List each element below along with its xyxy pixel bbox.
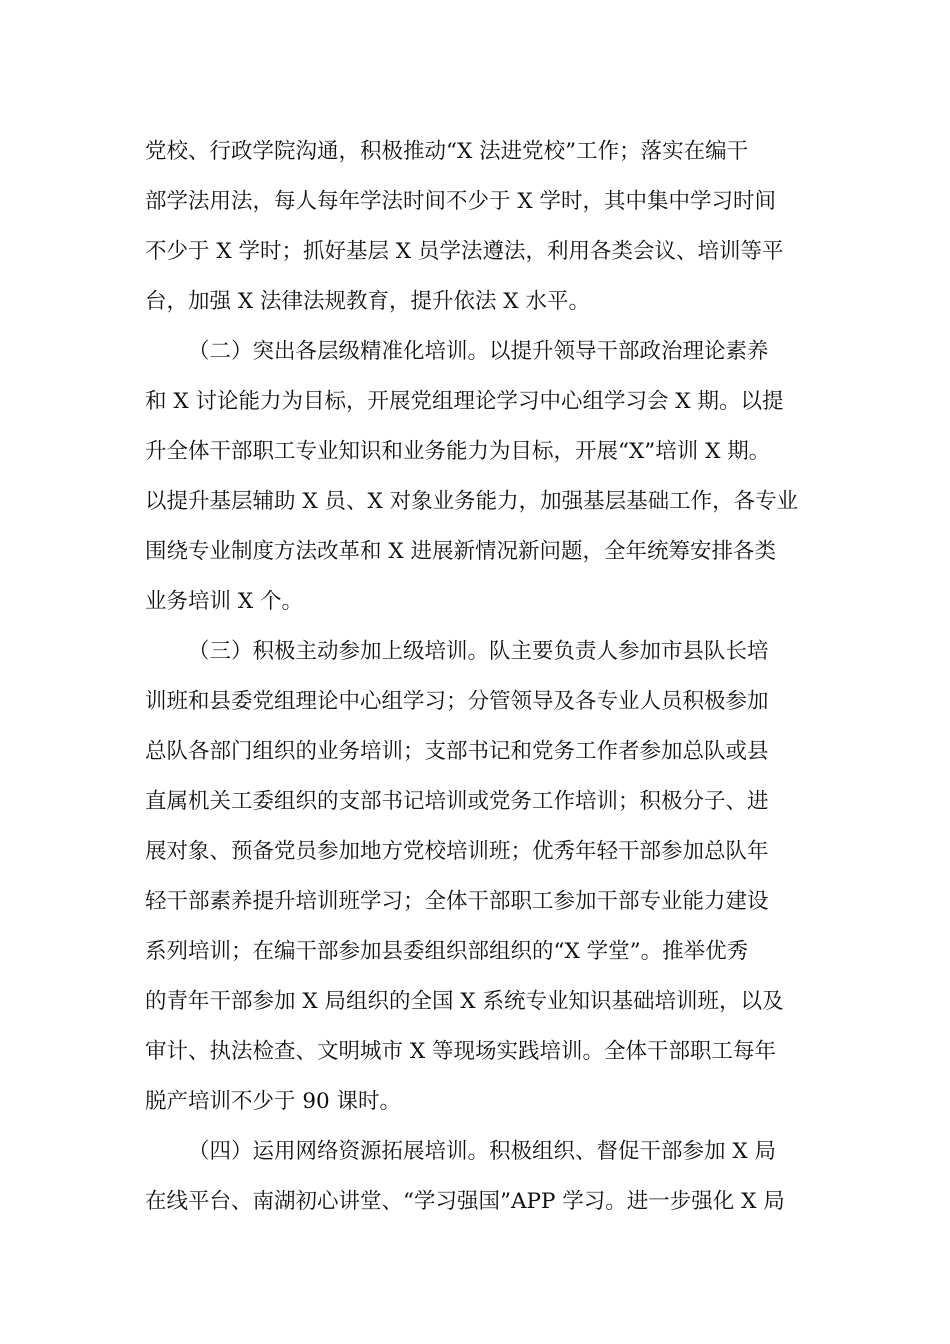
text-line: 训班和县委党组理论中心组学习；分管领导及各专业人员积极参加 bbox=[145, 689, 769, 714]
text-line: 的青年干部参加 X 局组织的全国 X 系统专业知识基础培训班，以及 bbox=[145, 989, 784, 1014]
text-line: 台，加强 X 法律法规教育，提升依法 X 水平。 bbox=[145, 289, 590, 314]
text-line: 党校、行政学院沟通，积极推动“X 法进党校”工作；落实在编干 bbox=[145, 139, 749, 164]
text-line: 部学法用法，每人每年学法时间不少于 X 学时，其中集中学习时间 bbox=[145, 189, 776, 214]
text-line: 业务培训 X 个。 bbox=[145, 589, 303, 614]
section-heading-line: （三）积极主动参加上级培训。队主要负责人参加市县队长培 bbox=[188, 639, 769, 664]
text-line: 总队各部门组织的业务培训；支部书记和党务工作者参加总队或县 bbox=[145, 739, 769, 764]
section-heading-line: （四）运用网络资源拓展培训。积极组织、督促干部参加 X 局 bbox=[188, 1139, 776, 1164]
text-line: 审计、执法检查、文明城市 X 等现场实践培训。全体干部职工每年 bbox=[145, 1039, 776, 1064]
text-line: 轻干部素养提升培训班学习；全体干部职工参加干部专业能力建设 bbox=[145, 889, 769, 914]
text-line: 和 X 讨论能力为目标，开展党组理论学习中心组学习会 X 期。以提 bbox=[145, 389, 784, 414]
text-line: 不少于 X 学时；抓好基层 X 员学法遵法，利用各类会议、培训等平 bbox=[145, 239, 784, 264]
text-line: 系列培训；在编干部参加县委组织部组织的“X 学堂”。推举优秀 bbox=[145, 939, 749, 964]
text-line: 脱产培训不少于 90 课时。 bbox=[145, 1089, 402, 1114]
text-line: 以提升基层辅助 X 员、X 对象业务能力，加强基层基础工作，各专业 bbox=[145, 489, 799, 514]
text-line: 展对象、预备党员参加地方党校培训班；优秀年轻干部参加总队年 bbox=[145, 839, 769, 864]
text-line: 在线平台、南湖初心讲堂、“学习强国”APP 学习。进一步强化 X 局 bbox=[145, 1189, 785, 1214]
text-line: 升全体干部职工专业知识和业务能力为目标，开展“X”培训 X 期。 bbox=[145, 439, 771, 464]
text-line: 围绕专业制度方法改革和 X 进展新情况新问题，全年统筹安排各类 bbox=[145, 539, 776, 564]
section-heading-line: （二）突出各层级精准化培训。以提升领导干部政治理论素养 bbox=[188, 339, 769, 364]
text-line: 直属机关工委组织的支部书记培训或党务工作培训；积极分子、进 bbox=[145, 789, 769, 814]
